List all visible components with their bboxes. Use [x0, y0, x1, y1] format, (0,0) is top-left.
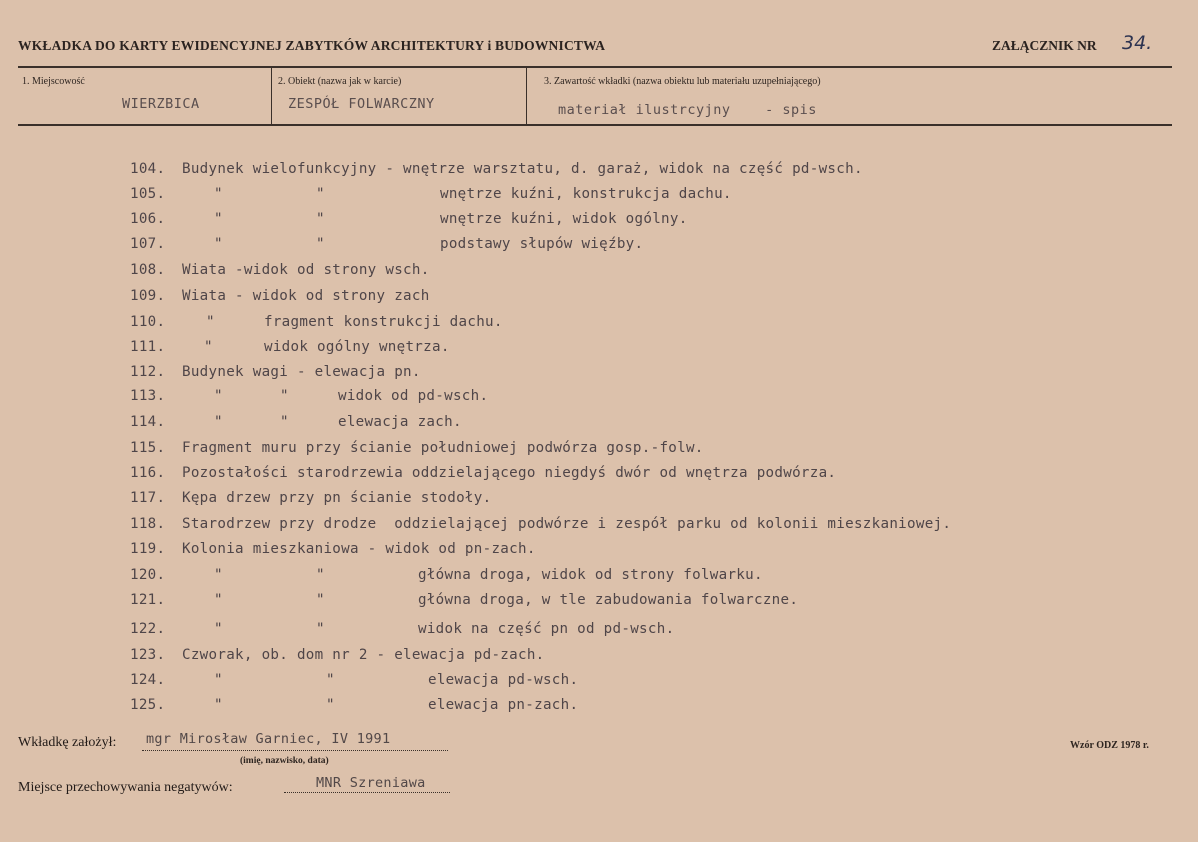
entry-number: 117. [130, 490, 166, 506]
list-item [0, 621, 1198, 643]
ditto-mark: " [204, 339, 213, 355]
ditto-mark: " [206, 314, 215, 330]
entry-number: 115. [130, 440, 166, 456]
entry-text: Kępa drzew przy pn ścianie stodoły. [182, 490, 492, 506]
entry-text: Kolonia mieszkaniowa - widok od pn-zach. [182, 541, 536, 557]
ditto-mark: " [316, 186, 325, 202]
entry-text: Wiata -widok od strony wsch. [182, 262, 430, 278]
entry-text: elewacja pd-wsch. [428, 672, 579, 688]
entry-text: widok ogólny wnętrza. [264, 339, 450, 355]
object-label: 2. Obiekt (nazwa jak w karcie) [278, 76, 402, 87]
ditto-mark: " [280, 388, 289, 404]
list-item [0, 161, 1198, 183]
author-dotted-line [142, 750, 448, 751]
list-item [0, 672, 1198, 694]
entry-text: elewacja pn-zach. [428, 697, 579, 713]
ditto-mark: " [326, 697, 335, 713]
author-value: mgr Mirosław Garniec, IV 1991 [146, 731, 391, 747]
entry-number: 112. [130, 364, 166, 380]
column-divider-1 [271, 67, 272, 125]
ditto-mark: " [316, 236, 325, 252]
entry-number: 111. [130, 339, 166, 355]
entry-number: 107. [130, 236, 166, 252]
list-item [0, 567, 1198, 589]
storage-dotted-line [284, 792, 450, 793]
list-item [0, 364, 1198, 386]
entry-text: Budynek wielofunkcyjny - wnętrze warsztatu, d. garaż, widok na część pd-wsch. [182, 161, 863, 177]
ditto-mark: " [214, 697, 223, 713]
author-label: Wkładkę założył: [18, 735, 117, 750]
entry-text: wnętrze kuźni, konstrukcja dachu. [440, 186, 732, 202]
entry-number: 120. [130, 567, 166, 583]
ditto-mark: " [316, 621, 325, 637]
ditto-mark: " [214, 414, 223, 430]
entry-number: 119. [130, 541, 166, 557]
form-version-label: Wzór ODZ 1978 r. [1070, 740, 1149, 751]
ditto-mark: " [280, 414, 289, 430]
entry-text: elewacja zach. [338, 414, 462, 430]
entry-text: Pozostałości starodrzewia oddzielającego niegdyś dwór od wnętrza podwórza. [182, 465, 837, 481]
ditto-mark: " [214, 621, 223, 637]
list-item [0, 490, 1198, 512]
entry-text: podstawy słupów więźby. [440, 236, 644, 252]
author-hint: (imię, nazwisko, data) [240, 756, 329, 766]
list-item [0, 339, 1198, 361]
list-item [0, 186, 1198, 208]
annex-number: 34. [1122, 32, 1153, 54]
contents-label: 3. Zawartość wkładki (nazwa obiektu lub materiału uzupełniającego) [544, 76, 821, 87]
entry-text: główna droga, widok od strony folwarku. [418, 567, 763, 583]
list-item [0, 262, 1198, 284]
entry-number: 123. [130, 647, 166, 663]
entry-number: 104. [130, 161, 166, 177]
list-item [0, 516, 1198, 538]
locality-label: 1. Miejscowość [22, 76, 85, 87]
column-divider-2 [526, 67, 527, 125]
entry-text: Budynek wagi - elewacja pn. [182, 364, 421, 380]
entry-number: 116. [130, 465, 166, 481]
header-rule-bottom [18, 124, 1172, 126]
ditto-mark: " [214, 236, 223, 252]
storage-value: MNR Szreniawa [316, 775, 426, 791]
list-item [0, 236, 1198, 258]
ditto-mark: " [214, 211, 223, 227]
entry-number: 121. [130, 592, 166, 608]
ditto-mark: " [316, 592, 325, 608]
entry-text: widok na część pn od pd-wsch. [418, 621, 675, 637]
entry-number: 113. [130, 388, 166, 404]
entry-number: 125. [130, 697, 166, 713]
storage-label: Miejsce przechowywania negatywów: [18, 780, 233, 795]
list-item [0, 388, 1198, 410]
entry-number: 109. [130, 288, 166, 304]
ditto-mark: " [214, 388, 223, 404]
list-item [0, 440, 1198, 462]
entry-number: 118. [130, 516, 166, 532]
locality-value: WIERZBICA [122, 96, 200, 112]
entry-number: 122. [130, 621, 166, 637]
ditto-mark: " [214, 672, 223, 688]
entry-number: 110. [130, 314, 166, 330]
entry-text: Fragment muru przy ścianie południowej podwórza gosp.-folw. [182, 440, 704, 456]
ditto-mark: " [326, 672, 335, 688]
list-item [0, 314, 1198, 336]
entry-number: 124. [130, 672, 166, 688]
annex-label: ZAŁĄCZNIK NR [992, 38, 1097, 53]
list-item [0, 211, 1198, 233]
entry-text: Wiata - widok od strony zach [182, 288, 430, 304]
entry-text: widok od pd-wsch. [338, 388, 489, 404]
list-item [0, 541, 1198, 563]
list-item [0, 465, 1198, 487]
entry-text: Czworak, ob. dom nr 2 - elewacja pd-zach. [182, 647, 545, 663]
ditto-mark: " [214, 592, 223, 608]
contents-value: materiał ilustrcyjny - spis [558, 102, 817, 118]
list-item [0, 647, 1198, 669]
list-item [0, 414, 1198, 436]
object-value: ZESPÓŁ FOLWARCZNY [288, 96, 435, 112]
ditto-mark: " [214, 567, 223, 583]
form-title: WKŁADKA DO KARTY EWIDENCYJNEJ ZABYTKÓW ARCHITEKTURY i BUDOWNICTWA [18, 38, 606, 53]
list-item [0, 288, 1198, 310]
entry-number: 106. [130, 211, 166, 227]
entry-text: główna droga, w tle zabudowania folwarczne. [418, 592, 799, 608]
ditto-mark: " [316, 211, 325, 227]
list-item [0, 697, 1198, 719]
list-item [0, 592, 1198, 614]
entry-text: wnętrze kuźni, widok ogólny. [440, 211, 688, 227]
entry-number: 114. [130, 414, 166, 430]
ditto-mark: " [316, 567, 325, 583]
entry-text: Starodrzew przy drodze oddzielającej podwórze i zespół parku od kolonii mieszkaniowej. [182, 516, 952, 532]
header-rule-top [18, 66, 1172, 68]
entry-number: 108. [130, 262, 166, 278]
entry-number: 105. [130, 186, 166, 202]
entry-text: fragment konstrukcji dachu. [264, 314, 503, 330]
ditto-mark: " [214, 186, 223, 202]
